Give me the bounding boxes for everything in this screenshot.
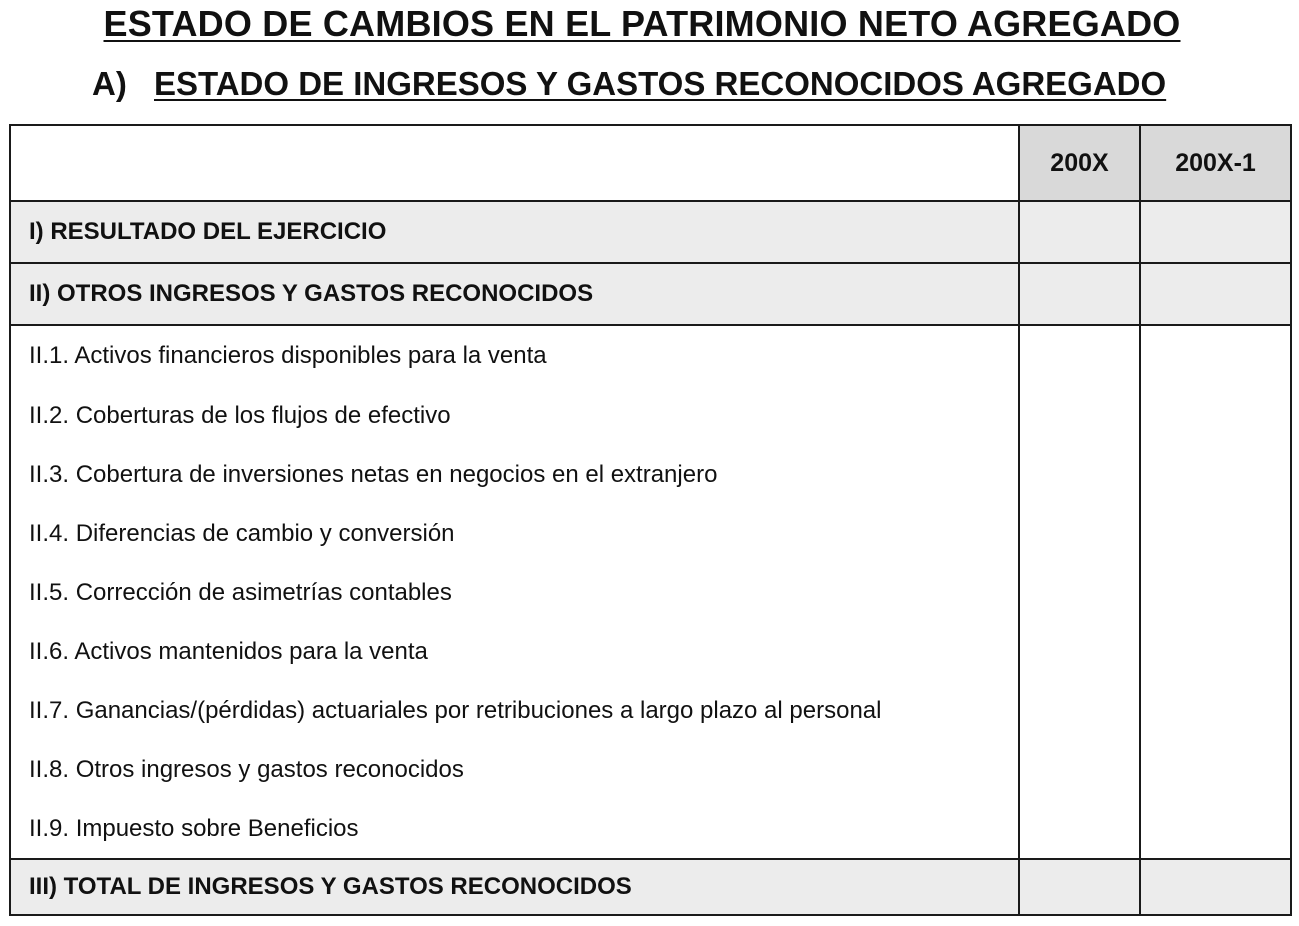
income-expense-statement-table [9, 124, 1292, 916]
value-current-year [1019, 445, 1140, 504]
section-letter: A) [92, 65, 127, 102]
table-row [10, 563, 1291, 622]
row-label: II) OTROS INGRESOS Y GASTOS RECONOCIDOS [10, 263, 1019, 325]
row-label: II.5. Corrección de asimetrías contables [10, 563, 1019, 622]
row-label: II.4. Diferencias de cambio y conversión [10, 504, 1019, 563]
value-current-year [1019, 386, 1140, 445]
value-current-year [1019, 504, 1140, 563]
table-row [10, 740, 1291, 799]
value-current-year [1019, 859, 1140, 915]
header-year-current: 200X [1019, 125, 1140, 201]
section-subtitle-text: ESTADO DE INGRESOS Y GASTOS RECONOCIDOS AGREGADO [154, 65, 1167, 102]
row-label: II.8. Otros ingresos y gastos reconocidos [10, 740, 1019, 799]
row-label: II.6. Activos mantenidos para la venta [10, 622, 1019, 681]
value-previous-year [1140, 325, 1291, 386]
row-label: II.3. Cobertura de inversiones netas en negocios en el extranjero [10, 445, 1019, 504]
row-label: II.9. Impuesto sobre Beneficios [10, 799, 1019, 859]
table-row [10, 504, 1291, 563]
row-label: I) RESULTADO DEL EJERCICIO [10, 201, 1019, 263]
table-header-row [10, 125, 1291, 201]
value-previous-year [1140, 563, 1291, 622]
value-current-year [1019, 740, 1140, 799]
value-previous-year [1140, 622, 1291, 681]
value-previous-year [1140, 681, 1291, 740]
table-row [10, 799, 1291, 859]
value-previous-year [1140, 263, 1291, 325]
header-label-cell [10, 125, 1019, 201]
value-current-year [1019, 563, 1140, 622]
section-subtitle [92, 62, 1166, 106]
value-previous-year [1140, 386, 1291, 445]
row-total-ingresos-gastos [10, 859, 1291, 915]
value-previous-year [1140, 740, 1291, 799]
table-row [10, 622, 1291, 681]
row-label: II.7. Ganancias/(pérdidas) actuariales por retribuciones a largo plazo al personal [10, 681, 1019, 740]
row-label: II.1. Activos financieros disponibles para la venta [10, 325, 1019, 386]
table-row [10, 325, 1291, 386]
table-row [10, 445, 1291, 504]
value-previous-year [1140, 201, 1291, 263]
value-current-year [1019, 201, 1140, 263]
row-label: III) TOTAL DE INGRESOS Y GASTOS RECONOCIDOS [10, 859, 1019, 915]
table-row [10, 386, 1291, 445]
value-current-year [1019, 325, 1140, 386]
value-previous-year [1140, 859, 1291, 915]
row-resultado-ejercicio [10, 201, 1291, 263]
header-year-previous: 200X-1 [1140, 125, 1291, 201]
value-current-year [1019, 681, 1140, 740]
document-title: ESTADO DE CAMBIOS EN EL PATRIMONIO NETO AGREGADO [103, 3, 1181, 44]
row-otros-ingresos-gastos [10, 263, 1291, 325]
row-label: II.2. Coberturas de los flujos de efectivo [10, 386, 1019, 445]
value-previous-year [1140, 445, 1291, 504]
value-current-year [1019, 622, 1140, 681]
value-current-year [1019, 263, 1140, 325]
table-row [10, 681, 1291, 740]
value-current-year [1019, 799, 1140, 859]
value-previous-year [1140, 504, 1291, 563]
value-previous-year [1140, 799, 1291, 859]
